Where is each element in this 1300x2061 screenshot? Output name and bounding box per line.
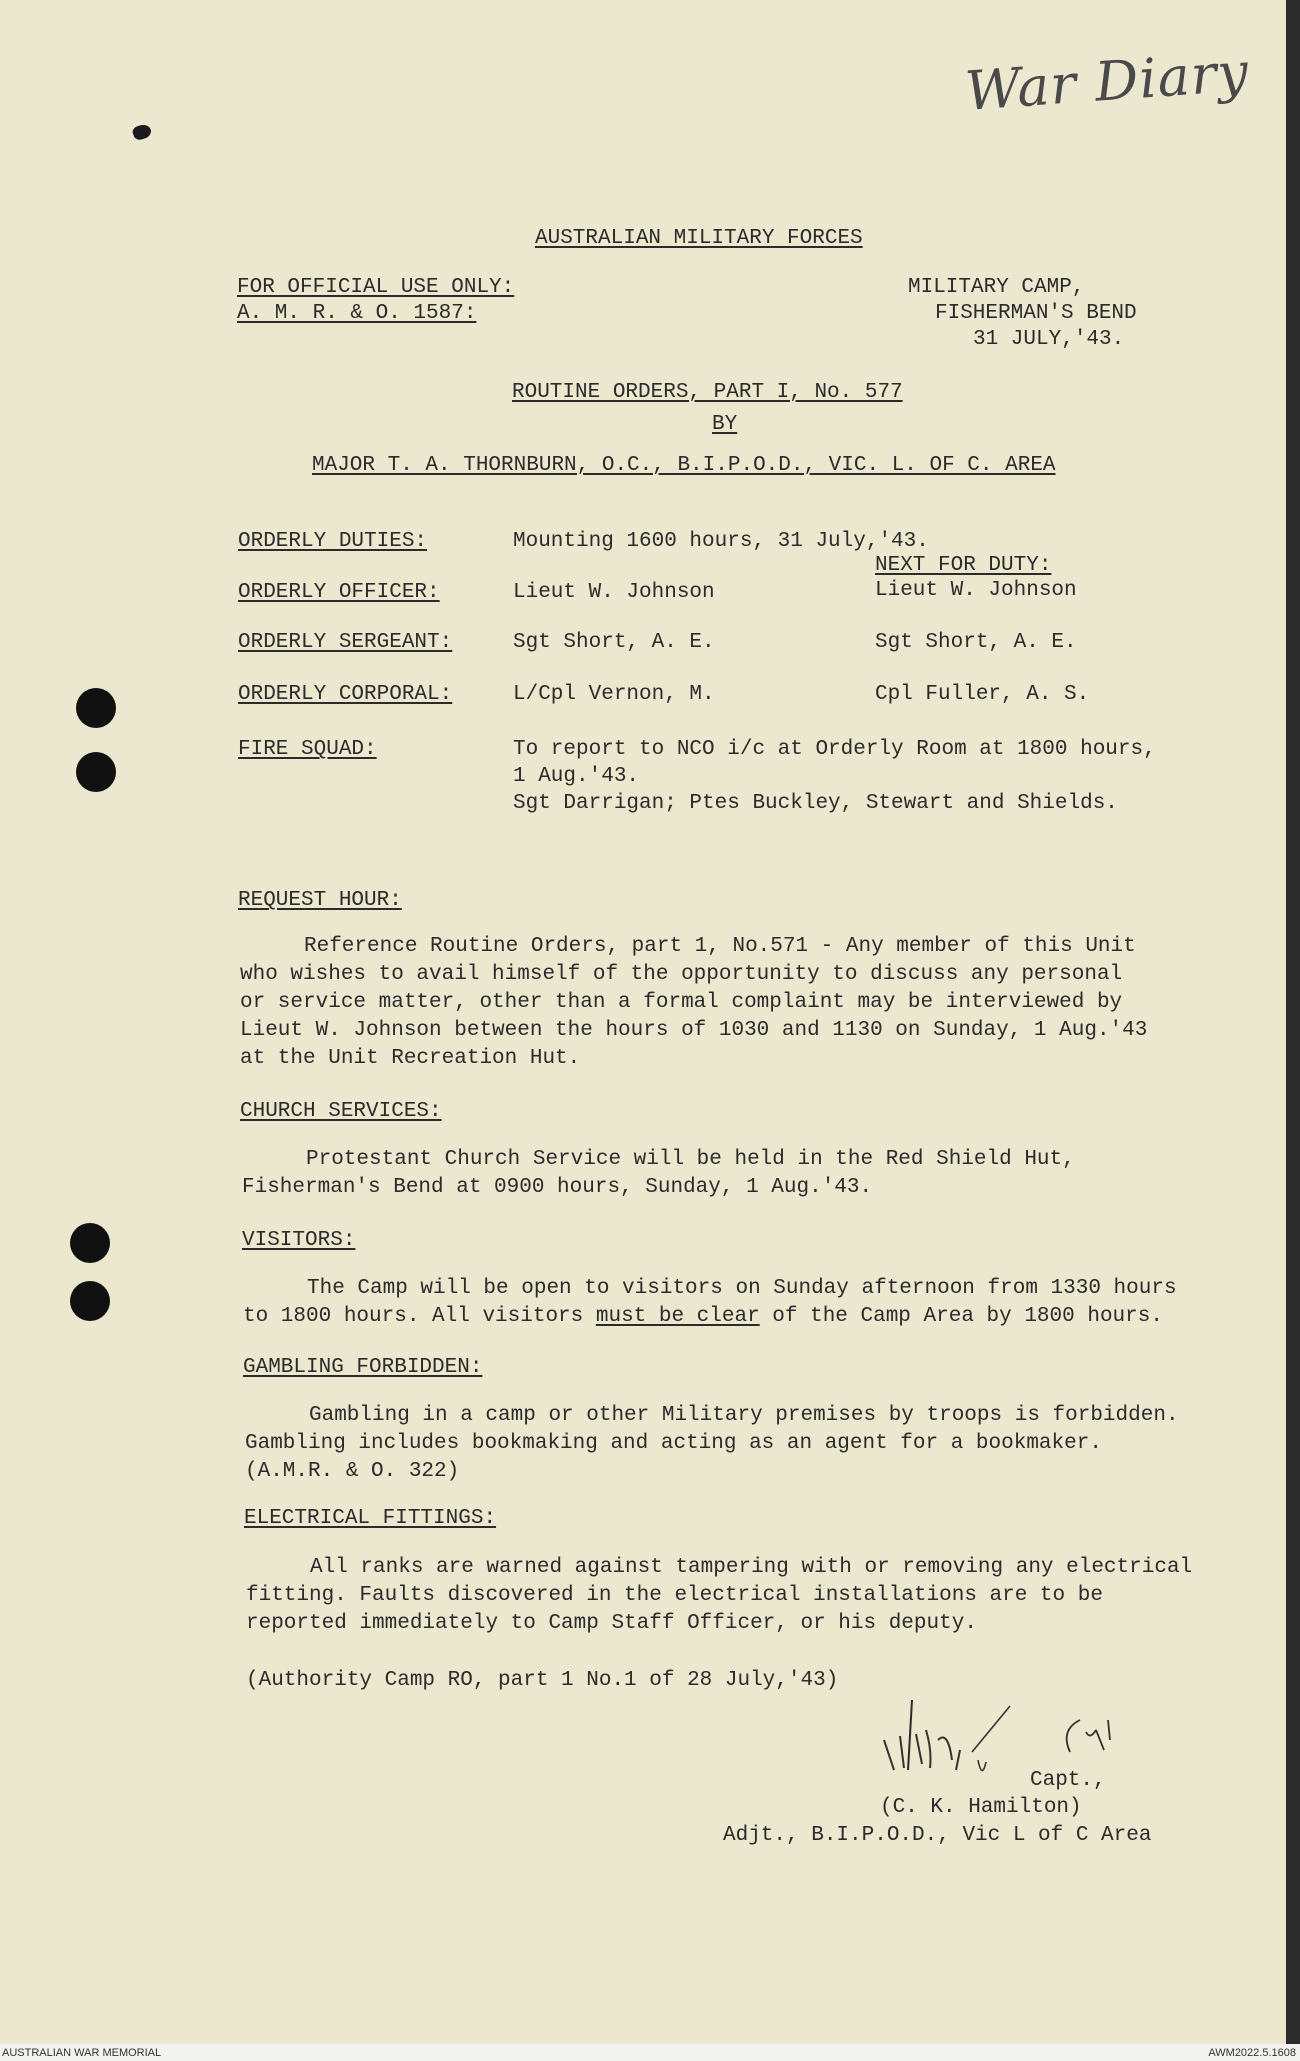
official-use-label: FOR OFFICIAL USE ONLY: <box>237 276 515 299</box>
orderly-duties-value: Mounting 1600 hours, 31 July,'43. <box>513 530 929 553</box>
orderly-corporal-current: L/Cpl Vernon, M. <box>513 683 715 706</box>
visitors-body-end: of the Camp Area by 1800 hours. <box>759 1305 1163 1328</box>
punch-hole <box>76 688 116 728</box>
orders-by: BY <box>712 413 738 436</box>
fire-squad-line-3: Sgt Darrigan; Ptes Buckley, Stewart and Shields. <box>513 792 1118 815</box>
signatory-rank: Capt., <box>1030 1769 1106 1792</box>
regulation-reference: A. M. R. & O. 1587: <box>237 302 477 325</box>
signatory-name: (C. K. Hamilton) <box>880 1796 1082 1819</box>
gambling-heading: GAMBLING FORBIDDEN: <box>243 1356 483 1379</box>
orderly-sergeant-next: Sgt Short, A. E. <box>875 631 1077 654</box>
orders-issuer: MAJOR T. A. THORNBURN, O.C., B.I.P.O.D., VIC. L. OF C. AREA <box>312 454 1056 477</box>
orderly-sergeant-current: Sgt Short, A. E. <box>513 631 715 654</box>
next-for-duty-header: NEXT FOR DUTY: <box>875 554 1052 577</box>
footer-source: AUSTRALIAN WAR MEMORIAL <box>2 2047 162 2059</box>
visitors-heading: VISITORS: <box>242 1229 356 1252</box>
fire-squad-line-1: To report to NCO i/c at Orderly Room at 1800 hours, <box>513 738 1156 761</box>
visitors-emphasis: must be clear <box>595 1305 760 1328</box>
orderly-corporal-next: Cpl Fuller, A. S. <box>875 683 1090 706</box>
document-date: 31 JULY,'43. <box>973 328 1125 351</box>
orderly-officer-next: Lieut W. Johnson <box>875 579 1077 602</box>
orderly-officer-label: ORDERLY OFFICER: <box>238 581 440 604</box>
footer-accession-number: AWM2022.5.1608 <box>1208 2047 1296 2059</box>
visitors-body-start: The Camp will be open to visitors on Sunday afternoon from 1330 hours to 1800 hours. All visitors <box>243 1277 1177 1328</box>
handwritten-note: War Diary <box>963 40 1251 123</box>
location-line-1: MILITARY CAMP, <box>908 276 1085 299</box>
request-hour-heading: REQUEST HOUR: <box>238 889 402 912</box>
electrical-heading: ELECTRICAL FITTINGS: <box>244 1507 497 1530</box>
orderly-sergeant-label: ORDERLY SERGEANT: <box>238 631 453 654</box>
orderly-duties-label: ORDERLY DUTIES: <box>238 530 428 553</box>
document-title: AUSTRALIAN MILITARY FORCES <box>535 227 863 250</box>
punch-hole <box>76 752 116 792</box>
orderly-corporal-label: ORDERLY CORPORAL: <box>238 683 453 706</box>
visitors-body <box>243 1275 1193 1331</box>
church-services-body: Protestant Church Service will be held in the Red Shield Hut, Fisherman's Bend at 0900 hours, Sunday, 1 Aug.'43. <box>242 1148 1075 1199</box>
ink-blot <box>131 122 153 141</box>
request-hour-body: Reference Routine Orders, part 1, No.571 - Any member of this Unit who wishes to avail himself of the opportunity to discuss any personal or service matter, other than a formal complaint may be interviewed by Lieut W. Johnson between the hours of 1030 and 1130 on Sunday, 1 Aug.'43 at the Unit Recreation Hut. <box>240 935 1148 1070</box>
orders-title: ROUTINE ORDERS, PART I, No. 577 <box>512 381 903 404</box>
church-services-heading: CHURCH SERVICES: <box>240 1100 442 1123</box>
orderly-officer-current: Lieut W. Johnson <box>513 581 715 604</box>
gambling-body: Gambling in a camp or other Military premises by troops is forbidden. Gambling includes bookmaking and acting as an agent for a bookmaker. (A.M.R. & O. 322) <box>245 1404 1179 1483</box>
signatory-title: Adjt., B.I.P.O.D., Vic L of C Area <box>723 1824 1152 1847</box>
fire-squad-label: FIRE SQUAD: <box>238 738 377 761</box>
electrical-body: All ranks are warned against tampering with or removing any electrical fitting. Faults discovered in the electrical installations are to be reported immediately to Camp Staff Officer, or his deputy. <box>246 1556 1193 1635</box>
electrical-authority: (Authority Camp RO, part 1 No.1 of 28 July,'43) <box>246 1669 839 1692</box>
punch-hole <box>70 1281 110 1321</box>
fire-squad-line-2: 1 Aug.'43. <box>513 765 640 788</box>
archive-footer <box>0 2046 1300 2061</box>
location-line-2: FISHERMAN'S BEND <box>935 302 1137 325</box>
punch-hole <box>70 1223 110 1263</box>
